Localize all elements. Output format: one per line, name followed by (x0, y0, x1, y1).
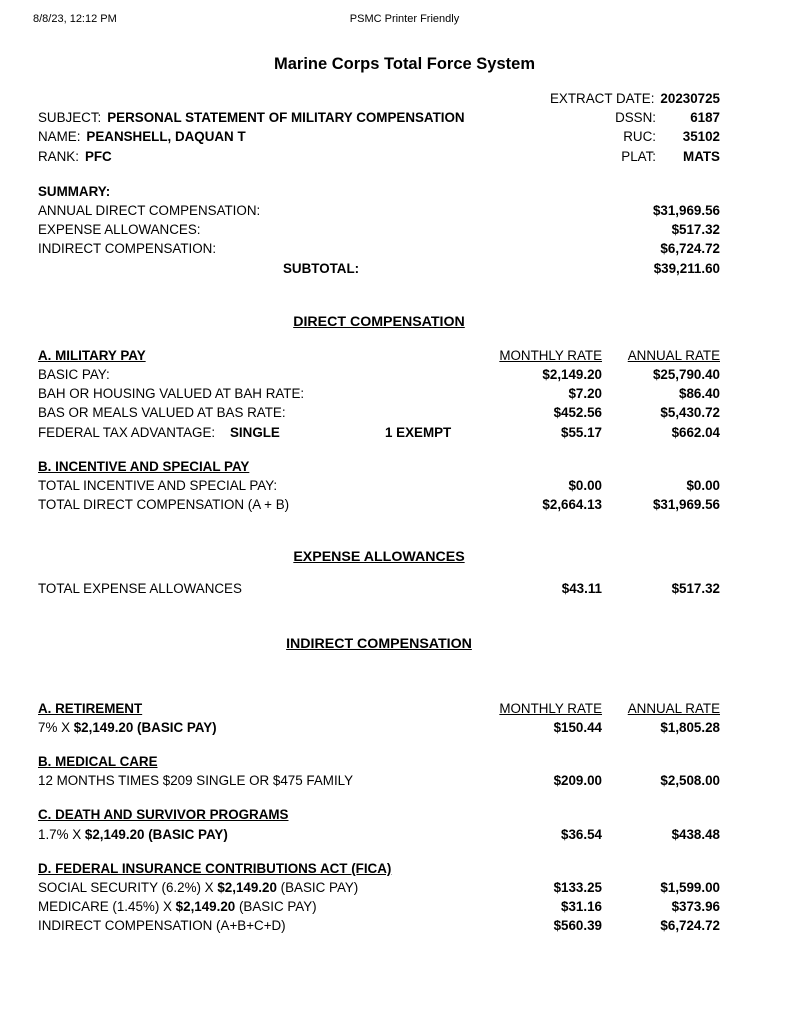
row-label-prefix: INDIRECT COMPENSATION (A+B+C+D) (38, 918, 286, 934)
page-title: Marine Corps Total Force System (273, 55, 535, 73)
name-value: PEANSHELL, DAQUAN T (86, 129, 246, 145)
tax-exemptions: 1 EXEMPT (385, 424, 452, 440)
annual-value: $1,599.00 (660, 880, 720, 896)
monthly-value: $209.00 (553, 773, 602, 789)
monthly-value: $452.56 (553, 405, 602, 421)
row-label: BAS OR MEALS VALUED AT BAS RATE: (38, 405, 286, 421)
monthly-value: $2,664.13 (542, 497, 602, 513)
monthly-value: $36.54 (561, 826, 602, 842)
monthly-value: $2,149.20 (542, 367, 602, 383)
row-label: TOTAL INCENTIVE AND SPECIAL PAY: (38, 478, 278, 494)
print-datetime: 8/8/23, 12:12 PM (33, 13, 117, 25)
subject-label: SUBJECT: (38, 110, 102, 126)
table-row-bah (38, 384, 720, 403)
table-row-bas (38, 403, 720, 422)
monthly-rate-column-header: MONTHLY RATE (499, 700, 602, 716)
summary-row-value: $6,724.72 (660, 241, 720, 257)
row-label-prefix: SOCIAL SECURITY (6.2%) X (38, 880, 218, 896)
ruc-value: 35102 (682, 129, 720, 145)
summary-row-annual-direct (38, 201, 720, 220)
extract-date-value: 20230725 (660, 91, 720, 106)
summary-heading: SUMMARY: (38, 183, 111, 199)
annual-value: $6,724.72 (660, 918, 720, 934)
military-pay-heading: A. MILITARY PAY (38, 347, 146, 363)
row-label: BAH OR HOUSING VALUED AT BAH RATE: (38, 386, 305, 402)
ruc-label: RUC: (623, 129, 656, 145)
row-label: TOTAL DIRECT COMPENSATION (A + B) (38, 497, 290, 513)
summary-section (38, 182, 720, 278)
row-label-bold: $2,149.20 (217, 880, 277, 896)
row-label: FEDERAL TAX ADVANTAGE: (38, 424, 216, 440)
medical-care-heading: B. MEDICAL CARE (38, 754, 158, 770)
info-row-name (38, 127, 720, 146)
info-row-subject (38, 108, 720, 127)
row-label-prefix: MEDICARE (1.45%) X (38, 899, 176, 915)
row-label-suffix: (BASIC PAY) (235, 899, 317, 915)
monthly-value: $31.16 (561, 899, 602, 915)
name-label: NAME: (38, 129, 81, 145)
table-row-total-direct-compensation (38, 495, 720, 514)
table-row-total-incentive (38, 476, 720, 495)
fica-heading: D. FEDERAL INSURANCE CONTRIBUTIONS ACT (FICA) (38, 860, 392, 876)
dssn-label: DSSN: (615, 110, 656, 126)
annual-value: $662.04 (671, 424, 720, 440)
summary-row-label: EXPENSE ALLOWANCES: (38, 222, 201, 238)
plat-value: MATS (683, 148, 720, 164)
medical-care-section (38, 752, 720, 790)
annual-rate-column-header: ANNUAL RATE (627, 700, 720, 716)
death-survivor-heading: C. DEATH AND SURVIVOR PROGRAMS (38, 807, 289, 823)
subtotal-value: $39,211.60 (653, 260, 720, 276)
dssn-value: 6187 (690, 110, 720, 126)
annual-value: $438.48 (671, 826, 720, 842)
monthly-value: $7.20 (568, 386, 602, 402)
annual-value: $0.00 (686, 478, 720, 494)
summary-row-indirect (38, 239, 720, 258)
row-label-prefix: 7% X (38, 719, 74, 735)
summary-row-expense (38, 220, 720, 239)
row-label-prefix: 12 MONTHS TIMES $209 SINGLE OR $475 FAMILY (38, 773, 354, 789)
print-doc-name: PSMC Printer Friendly (349, 13, 460, 25)
incentive-special-pay-section (38, 457, 720, 515)
monthly-value: $560.39 (553, 918, 602, 934)
rank-value: PFC (84, 148, 112, 164)
monthly-value: $43.11 (561, 581, 602, 597)
annual-value: $517.32 (671, 581, 720, 597)
table-row-basic-pay (38, 365, 720, 384)
annual-value: $5,430.72 (660, 405, 720, 421)
table-row-medical-care (38, 771, 720, 790)
retirement-heading: A. RETIREMENT (38, 700, 143, 716)
table-row-death-survivor (38, 825, 720, 844)
document-body (38, 89, 720, 936)
extract-date-label: EXTRACT DATE: (550, 91, 655, 106)
incentive-pay-heading: B. INCENTIVE AND SPECIAL PAY (38, 458, 250, 474)
annual-value: $373.96 (671, 899, 720, 915)
monthly-value: $150.44 (553, 719, 602, 735)
summary-row-label: ANNUAL DIRECT COMPENSATION: (38, 203, 261, 219)
annual-value: $1,805.28 (660, 719, 720, 735)
row-label-bold: $2,149.20 (BASIC PAY) (73, 719, 217, 735)
summary-row-label: INDIRECT COMPENSATION: (38, 241, 217, 257)
summary-row-value: $31,969.56 (652, 203, 720, 219)
subtotal-label: SUBTOTAL: (283, 260, 360, 276)
info-row-extract-date (38, 89, 720, 108)
summary-row-value: $517.32 (671, 222, 720, 238)
rank-label: RANK: (38, 148, 79, 164)
tax-filing-status: SINGLE (230, 424, 280, 440)
row-label-suffix: (BASIC PAY) (276, 880, 359, 896)
row-label-bold: $2,149.20 (175, 899, 236, 915)
table-row-total-expense-allowances (38, 579, 720, 598)
table-row-social-security (38, 878, 720, 897)
summary-subtotal-row (38, 259, 720, 278)
annual-rate-column-header: ANNUAL RATE (627, 347, 720, 363)
monthly-value: $55.17 (561, 424, 602, 440)
annual-value: $31,969.56 (652, 497, 720, 513)
print-header (0, 0, 809, 26)
fica-section (38, 859, 720, 936)
indirect-compensation-heading: INDIRECT COMPENSATION (286, 635, 472, 652)
annual-value: $86.40 (679, 386, 720, 402)
row-label-prefix: 1.7% X (38, 826, 85, 842)
info-block (38, 89, 720, 166)
subject-value: PERSONAL STATEMENT OF MILITARY COMPENSATION (107, 110, 465, 126)
expense-allowances-heading: EXPENSE ALLOWANCES (293, 549, 465, 566)
death-survivor-section (38, 805, 720, 843)
monthly-rate-column-header: MONTHLY RATE (499, 347, 602, 363)
annual-value: $25,790.40 (652, 367, 720, 383)
monthly-value: $133.25 (553, 880, 602, 896)
row-label: BASIC PAY: (38, 367, 110, 383)
annual-value: $2,508.00 (660, 773, 720, 789)
retirement-section (38, 699, 720, 737)
military-pay-section (38, 346, 720, 442)
row-label: TOTAL EXPENSE ALLOWANCES (38, 581, 242, 597)
direct-compensation-heading: DIRECT COMPENSATION (293, 313, 465, 330)
table-row-medicare (38, 897, 720, 916)
table-row-indirect-compensation-total (38, 916, 720, 935)
info-row-rank (38, 147, 720, 166)
row-label-bold: $2,149.20 (BASIC PAY) (84, 826, 228, 842)
plat-label: PLAT: (621, 148, 656, 164)
table-row-retirement (38, 718, 720, 737)
table-row-federal-tax-advantage (38, 423, 720, 442)
monthly-value: $0.00 (568, 478, 602, 494)
